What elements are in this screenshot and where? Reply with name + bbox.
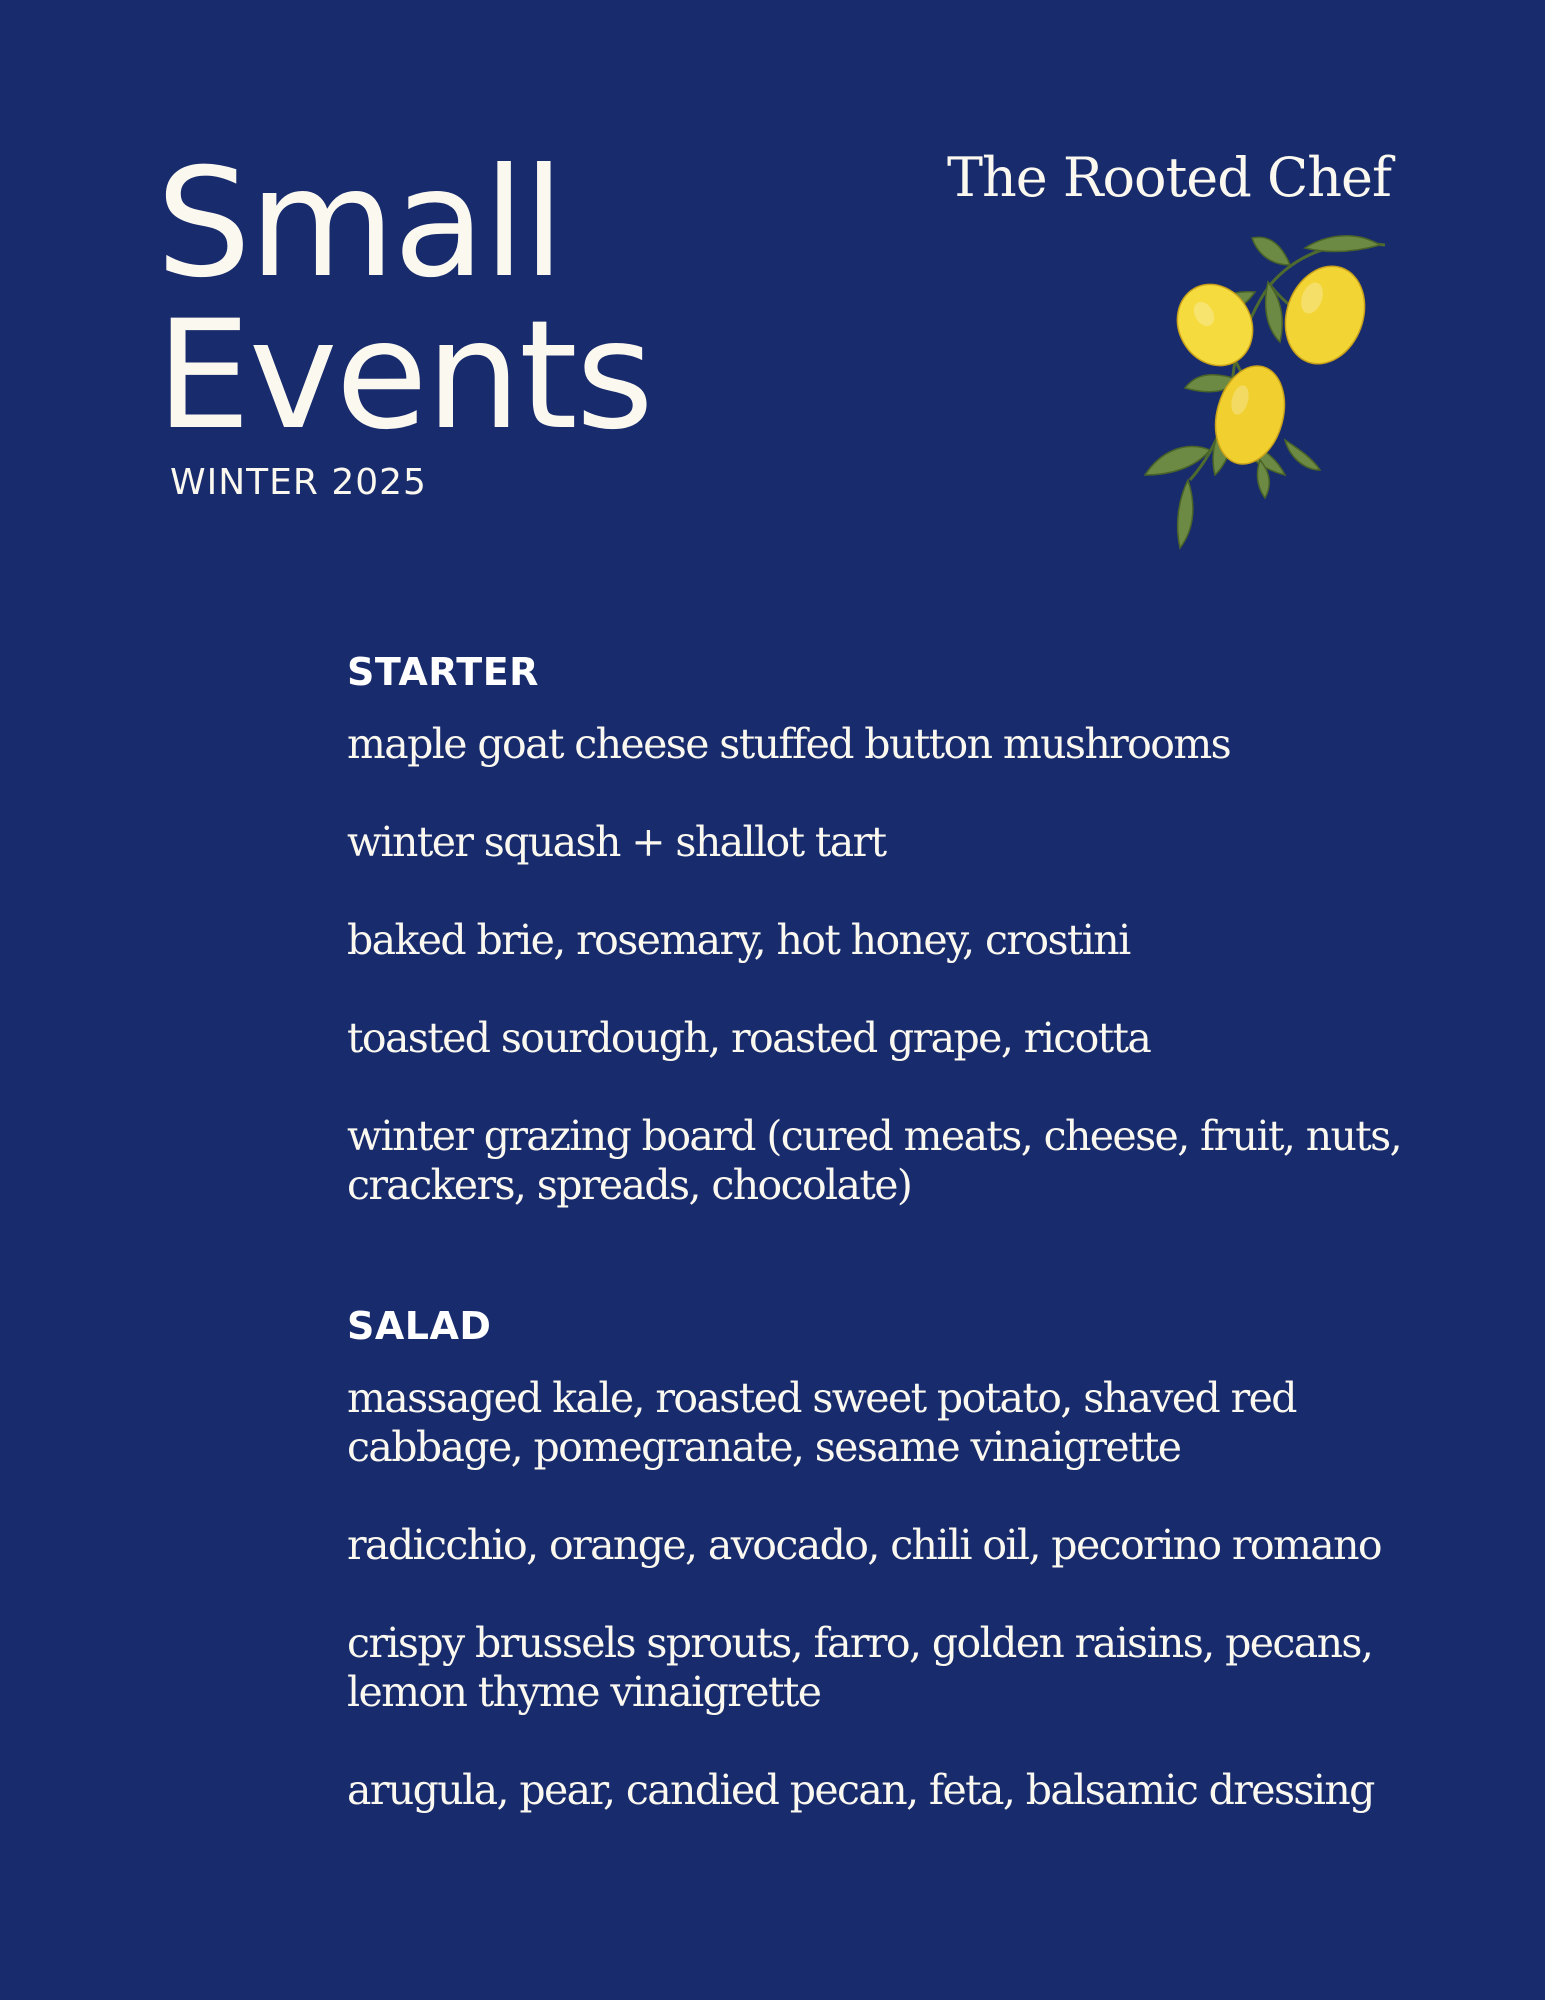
- menu-item: radicchio, orange, avocado, chili oil, pecorino romano: [347, 1521, 1381, 1569]
- section-heading-salad: SALAD: [347, 1304, 492, 1348]
- salad-section: [347, 1304, 1407, 1815]
- menu-item: arugula, pear, candied pecan, feta, balsamic dressing: [347, 1766, 1374, 1814]
- menu-item: crispy brussels sprouts, farro, golden raisins, pecans, lemon thyme vinaigrette: [347, 1619, 1373, 1716]
- section-heading-starter: STARTER: [347, 650, 539, 694]
- menu-item: maple goat cheese stuffed button mushrooms: [347, 720, 1231, 768]
- menu-title-line-2: Events: [156, 289, 652, 463]
- menu-item: winter grazing board (cured meats, cheese, fruit, nuts, crackers, spreads, chocolate): [347, 1112, 1402, 1209]
- menu-item: toasted sourdough, roasted grape, ricotta: [347, 1014, 1151, 1062]
- menu-item: baked brie, rosemary, hot honey, crostini: [347, 916, 1130, 964]
- menu-title-line-1: Small: [156, 137, 563, 311]
- menu-item: winter squash + shallot tart: [347, 818, 886, 866]
- menu-body: [347, 650, 1407, 1864]
- starter-section: [347, 650, 1407, 1210]
- menu-item: massaged kale, roasted sweet potato, shaved red cabbage, pomegranate, sesame vinaigrette: [347, 1374, 1296, 1471]
- menu-title: [156, 137, 652, 463]
- lemon-branch-icon: [1140, 230, 1400, 550]
- season-label: WINTER 2025: [170, 462, 427, 503]
- brand-name: The Rooted Chef: [946, 146, 1391, 209]
